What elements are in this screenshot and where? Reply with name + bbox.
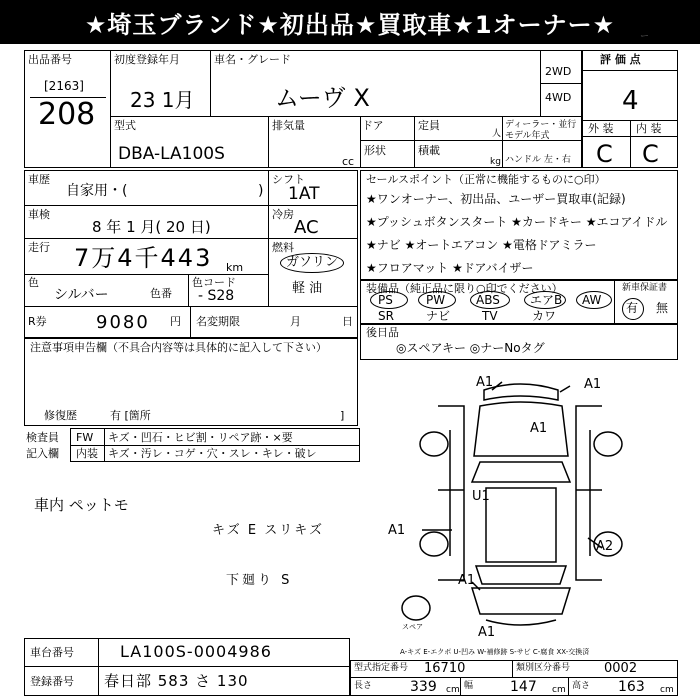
ac-value: AC	[294, 217, 319, 238]
drive-4wd: 4WD	[545, 91, 572, 104]
equip-navi: ナビ	[426, 309, 451, 323]
legend-row2: キズ・汚レ・コゲ・穴・スレ・キレ・破レ	[108, 447, 317, 460]
color-no-label: 色番	[150, 287, 172, 300]
inspection-value: 8 年 1 月( 20 日)	[92, 218, 211, 236]
equip-ps: PS	[378, 293, 393, 307]
warranty-label: 新車保証書	[622, 283, 668, 293]
model-value: DBA-LA100S	[118, 144, 225, 164]
class-value: 0002	[604, 661, 638, 676]
equip-airbag: エアB	[530, 293, 563, 307]
mileage-value: 7万4千443	[74, 244, 213, 272]
load-unit: kg	[490, 157, 501, 167]
mileage-label: 走行	[28, 241, 50, 254]
comment-line: 車内 ペットモ	[34, 496, 129, 514]
damage-mark: A1	[584, 377, 602, 392]
equip-aw: AW	[582, 293, 602, 307]
meigi-label: 名変期限	[196, 315, 240, 328]
overall-score: 4	[622, 86, 639, 116]
after-items-label: 後日品	[366, 326, 399, 339]
inspector-label: 検査員	[26, 431, 59, 444]
reg-label: 登録番号	[30, 675, 74, 688]
damage-mark: A2	[596, 539, 614, 554]
after-items-value: ◎スペアキー ◎ナーNoタグ	[396, 341, 545, 355]
repair-close: ]	[340, 409, 345, 422]
sales-point-line: ★ナビ ★オートエアコン ★電格ドアミラー	[366, 238, 597, 252]
inspection-label: 車検	[28, 208, 50, 221]
exterior-label: 外 装	[588, 122, 614, 135]
cm-unit: cm	[660, 685, 674, 695]
equip-abs: ABS	[476, 293, 500, 307]
length-value: 339	[410, 679, 437, 695]
damage-mark: A1	[530, 421, 548, 436]
diagram-legend: A-キズ E-エクボ U-凹み W-補修跡 S-サビ C-腐食 XX-交換済	[400, 648, 590, 656]
recorder-label: 記入欄	[26, 447, 59, 460]
damage-mark: A1	[458, 573, 476, 588]
repair-label: 修復歴	[44, 409, 77, 422]
warranty-no: 無	[656, 301, 669, 315]
model-label: 型式	[114, 119, 136, 132]
height-label: 高さ	[572, 681, 591, 691]
shape-label: 形状	[364, 144, 386, 157]
equip-leather: カワ	[532, 309, 557, 323]
type-no-value: 16710	[424, 661, 466, 676]
equip-pw: PW	[426, 293, 446, 307]
equip-tv: TV	[482, 309, 498, 323]
repair-value: 有 [箇所	[110, 409, 151, 422]
displacement-unit: cc	[342, 155, 355, 168]
mileage-unit: km	[226, 261, 244, 274]
sales-point-line: ★フロアマット ★ドアバイザー	[366, 261, 534, 275]
load-label: 積載	[418, 144, 440, 157]
legend-fw: FW	[76, 431, 94, 444]
comment-line: 下廻り S	[226, 573, 293, 588]
meigi-month: 月	[290, 315, 301, 328]
drive-2wd: 2WD	[545, 65, 572, 78]
color-label: 色	[28, 276, 39, 289]
notes-title: 注意事項申告欄（不具合内容等は具体的に記入して下さい）	[30, 341, 327, 354]
spare-label: スペア	[402, 623, 423, 631]
shift-label: シフト	[272, 173, 305, 186]
displacement-label: 排気量	[272, 119, 305, 132]
sales-points-title: セールスポイント（正常に機能するものに○印）	[366, 173, 606, 186]
capacity-label: 定員	[418, 119, 440, 132]
recycle-label: R券	[28, 315, 47, 328]
door-label: ドア	[362, 119, 384, 132]
model-year-label: モデル年式	[505, 131, 550, 141]
type-no-label: 型式指定番号	[354, 663, 409, 673]
equip-sr: SR	[378, 309, 394, 323]
reg-value: 春日部 583 さ 130	[104, 672, 249, 690]
class-label: 類別区分番号	[516, 663, 571, 673]
score-title: 評 価 点	[600, 53, 641, 66]
car-name-label: 車名・グレード	[214, 53, 291, 66]
damage-mark: A1	[478, 625, 496, 640]
length-label: 長さ	[354, 681, 373, 691]
warranty-yes: 有	[626, 301, 639, 315]
damage-mark: U1	[472, 489, 490, 504]
sales-point-line: ★ワンオーナー、初出品、ユーザー買取車(記録)	[366, 192, 626, 206]
cm-unit: cm	[552, 685, 566, 695]
legend-row1: キズ・凹石・ヒビ割・リペア跡・×要	[108, 431, 293, 444]
fuel-value: ガソリン	[286, 255, 339, 270]
color-code-value: - S28	[198, 288, 235, 304]
dealer-label: ディーラー・並行	[505, 120, 577, 130]
history-label: 車歴	[28, 173, 50, 186]
capacity-unit: 人	[492, 129, 502, 139]
title-banner: ★埼玉ブランド★初出品★買取車★1オーナー★	[0, 0, 700, 44]
handle-label: ハンドル 左・右	[505, 155, 571, 165]
cm-unit: cm	[446, 685, 460, 695]
damage-mark: A1	[388, 523, 406, 538]
color-value: シルバー	[54, 287, 109, 303]
first-reg-label: 初度登録年月	[114, 53, 180, 66]
lot-number-label: 出品番号	[28, 53, 72, 66]
width-value: 147	[510, 679, 537, 695]
chassis-label: 車台番号	[30, 646, 74, 659]
corner-stamp: ー	[640, 32, 650, 42]
first-reg-value: 23 1月	[130, 88, 195, 112]
legend-naiso: 内装	[76, 447, 98, 460]
recycle-unit: 円	[170, 315, 181, 328]
damage-mark: A1	[476, 375, 494, 390]
equipment-title: 装備品（純正品に限り○印でください）	[366, 282, 563, 295]
interior-score: C	[642, 140, 659, 168]
height-value: 163	[618, 679, 645, 695]
interior-label: 内 装	[636, 122, 662, 135]
chassis-value: LA100S-0004986	[120, 642, 272, 661]
recycle-value: 9080	[96, 312, 150, 333]
shift-value: 1AT	[288, 184, 320, 204]
exterior-score: C	[596, 140, 613, 168]
fuel-label: 燃料	[272, 241, 294, 254]
width-label: 幅	[464, 681, 474, 691]
history-value: 自家用・(	[66, 183, 128, 199]
color-code-label: 色コード	[192, 276, 236, 289]
ac-label: 冷房	[272, 208, 294, 221]
stock-number: [2163]	[44, 79, 84, 93]
sales-point-line: ★プッシュボタンスタート ★カードキー ★エコアイドル	[366, 215, 668, 229]
lot-number: 208	[38, 97, 96, 132]
meigi-day: 日	[342, 315, 353, 328]
car-diagram	[362, 370, 678, 660]
fuel-option: 軽 油	[292, 281, 323, 296]
car-name-value: ムーヴ X	[275, 84, 370, 112]
comment-line: キズ E スリキズ	[212, 523, 324, 538]
history-close: )	[258, 183, 264, 199]
